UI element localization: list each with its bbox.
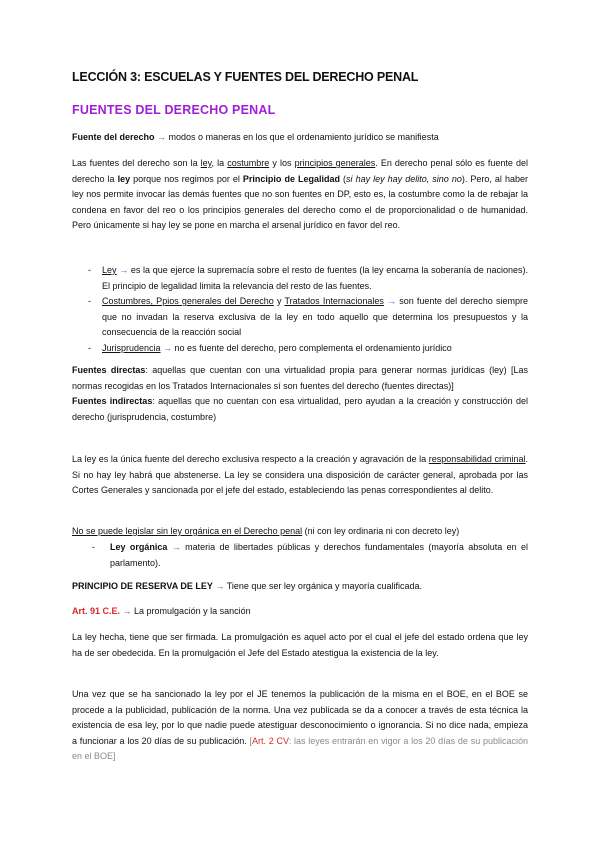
term: PRINCIPIO DE RESERVA DE LEY	[72, 581, 213, 591]
text: Tiene que ser ley orgánica y mayoría cualificada.	[224, 581, 422, 591]
term: No se puede legislar sin ley orgánica en el Derecho penal	[72, 526, 303, 536]
paragraph-ley-unica	[72, 452, 528, 499]
italic-text: si hay ley hay delito, sino no	[346, 173, 462, 184]
term: Tratados Internacionales	[284, 296, 384, 306]
paragraph-fuentes	[72, 156, 528, 234]
text: (	[340, 173, 347, 184]
paragraph-reserva-ley	[72, 579, 528, 595]
text: porque nos regimos por el	[130, 173, 243, 184]
term-ley-bold: ley	[117, 173, 131, 184]
dash-bullet: -	[88, 342, 91, 353]
paragraph-publicacion	[72, 687, 528, 765]
paragraph-promulgacion: La ley hecha, tiene que ser firmada. La promulgación es aquel acto por el cual el jefe del estado ordena que ley ha de ser obedecida. En la promulgación el Jefe del Estado atestigua la existencia de la ley.	[72, 632, 528, 658]
text: materia de libertades públicas y derechos fundamentales (mayoría absoluta en el parlamento).	[110, 542, 528, 568]
list-item	[92, 540, 528, 571]
lesson-title: LECCIÓN 3: ESCUELAS Y FUENTES DEL DERECHO PENAL	[72, 70, 419, 84]
text: La ley es la única fuente del derecho exclusiva respecto a la creación y agravación de la	[72, 454, 429, 464]
text: . En derecho penal sólo es fuente del derecho la	[72, 158, 529, 184]
text: . Si no hay ley habrá que abstenerse. La ley se considera una disposición de carácter general, aprobada por las Cortes Generales y sancionada por el jefe del estado, estableciendo las penas correspondientes al delito.	[72, 454, 528, 495]
text: no es fuente del derecho, pero complementa el ordenamiento jurídico	[172, 342, 452, 353]
term-principios: principios generales	[294, 158, 376, 168]
arrow-icon: →	[157, 132, 167, 142]
paragraph-art91	[72, 604, 528, 620]
section-title: FUENTES DEL DERECHO PENAL	[72, 103, 276, 117]
term: Ley	[102, 265, 117, 275]
text: son fuente del derecho siempre que no invadan la reserva exclusiva de la ley en todo aquello que determina los presupuestos y la consecuencia de la reacción social	[102, 296, 528, 337]
text: Las fuentes del derecho son la	[72, 158, 201, 168]
text: y	[273, 296, 285, 306]
term: Fuente del derecho	[72, 132, 155, 142]
text: ). Pero, al haber ley nos permite invocar las demás fuentes que no son fuentes en DP, esto es, la costumbre como la de rebajar la condena en favor del reo o los principios generales del derecho como el de proporcionalidad o de humanidad. Pero únicamente si hay ley se pone en marcha el arsenal jurídico en favor del reo.	[72, 173, 528, 230]
article-reference: Art. 91 C.E.	[72, 606, 121, 616]
fuentes-list	[88, 263, 528, 356]
article-reference: Art. 2 CV	[252, 735, 289, 746]
bracket: ]	[113, 751, 116, 761]
text: : aquellas que no cuentan con esa virtualidad, pero ayudan a la creación y construcción del derecho (jurisprudencia, costumbre)	[72, 396, 528, 422]
term-principio-legalidad: Principio de Legalidad	[242, 173, 340, 184]
text: , la	[211, 158, 228, 168]
text: y los	[269, 158, 295, 168]
term: Ley orgánica	[110, 542, 168, 552]
ley-organica-list	[92, 540, 528, 571]
paragraph-no-legislar	[72, 524, 528, 540]
dash-bullet: -	[92, 542, 95, 552]
arrow-icon: →	[119, 265, 129, 275]
list-item	[88, 294, 528, 341]
text: La promulgación y la sanción	[131, 606, 251, 616]
text: : aquellas que cuentan con una virtualidad propia para generar normas jurídicas (ley) [Las normas recogidas en los Tratados Internacionales sí son fuentes del derecho (fuentes directas)]	[72, 365, 528, 391]
bracket: [	[249, 735, 252, 746]
list-item	[88, 263, 528, 294]
arrow-icon: →	[163, 342, 173, 353]
paragraph-directas-indirectas	[72, 363, 528, 425]
dash-bullet: -	[88, 265, 91, 275]
text: modos o maneras en los que el ordenamiento jurídico se manifiesta	[166, 132, 439, 142]
arrow-icon: →	[215, 581, 225, 591]
arrow-icon: →	[387, 296, 397, 306]
term: Jurisprudencia	[102, 342, 161, 353]
text: es la que ejerce la supremacía sobre el resto de fuentes (la ley encarna la soberanía de naciones). El principio de legalidad limita la relevancia del resto de las fuentes.	[102, 265, 528, 291]
term: Costumbres, Ppios generales del Derecho	[102, 296, 274, 306]
term: responsabilidad criminal	[428, 454, 526, 464]
term: Fuentes indirectas	[72, 396, 153, 406]
term: Fuentes directas	[72, 365, 146, 375]
list-item	[88, 341, 528, 357]
text: (ni con ley ordinaria ni con decreto ley)	[302, 526, 460, 536]
quoted-text: : las leyes entrarán en vigor a los 20 días de su publicación en el BOE	[72, 735, 528, 761]
arrow-icon: →	[122, 606, 132, 616]
arrow-icon: →	[171, 542, 181, 552]
term-costumbre: costumbre	[227, 158, 270, 168]
text: Una vez que se ha sancionado la ley por el JE tenemos la publicación de la misma en el BOE, en el BOE se procede a la publicidad, publicación de la norma. Una vez publicada se da a conocer a través de esta técnica la existencia de esa ley, por lo que nadie puede atestiguar desconocimiento o ignorancia. Si no dice nada, empieza a funcionar a los 20 días de su publicación.	[72, 689, 528, 746]
dash-bullet: -	[88, 296, 91, 306]
term-ley: ley	[200, 158, 212, 168]
paragraph-fuente-derecho	[72, 130, 528, 146]
